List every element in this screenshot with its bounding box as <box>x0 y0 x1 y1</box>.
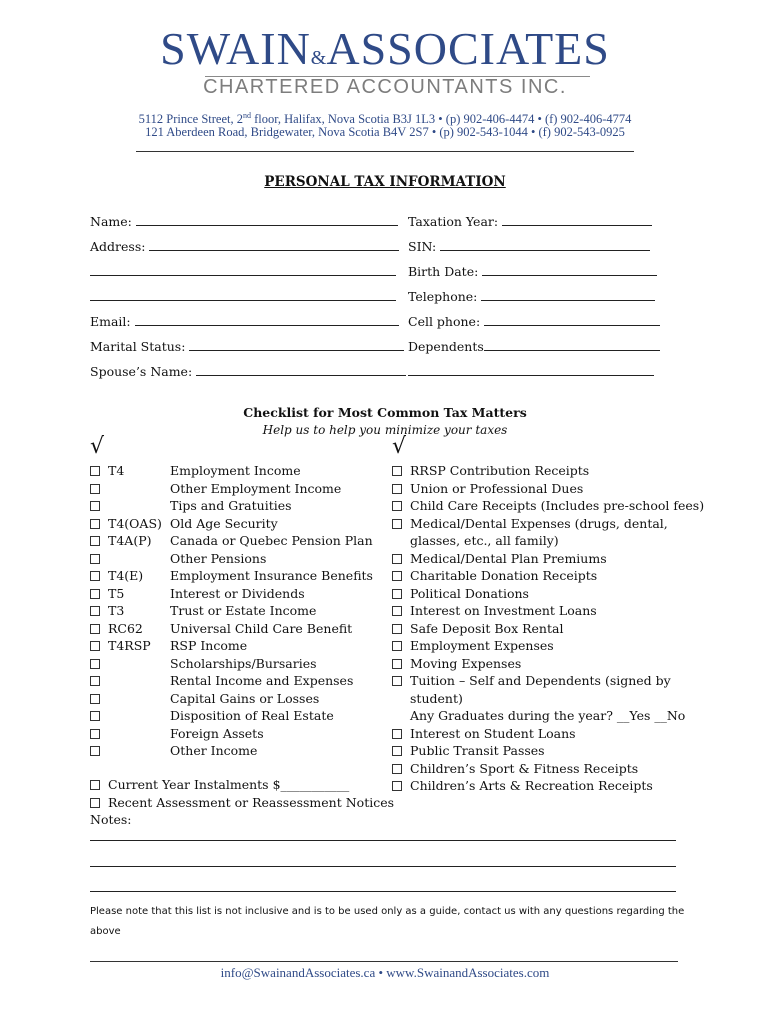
left-checklist-item[interactable] <box>90 481 380 497</box>
checkbox[interactable] <box>90 554 100 564</box>
checkbox[interactable] <box>90 729 100 739</box>
checkbox[interactable] <box>392 764 402 774</box>
left-checklist-item[interactable] <box>90 516 380 532</box>
dependents-field[interactable]: Dependents <box>408 338 660 355</box>
dependents-line[interactable] <box>484 338 660 351</box>
telephone-field[interactable]: Telephone: <box>408 288 655 305</box>
item-description: Medical/Dental Expenses (drugs, dental, <box>410 515 668 531</box>
slip-code: T4(E) <box>108 568 144 583</box>
item-description: Rental Income and Expenses <box>170 673 354 688</box>
taxation-year-line[interactable] <box>502 213 652 226</box>
checkbox[interactable] <box>392 659 402 669</box>
left-checklist-item[interactable] <box>90 743 380 759</box>
marital-status-line[interactable] <box>189 338 404 351</box>
item-description: Other Pensions <box>170 550 267 566</box>
notes-label: Notes: <box>90 812 132 827</box>
left-checklist-item[interactable] <box>90 551 380 567</box>
right-checklist-item[interactable] <box>392 638 692 654</box>
checkbox[interactable] <box>90 466 100 476</box>
item-description: Other Income <box>170 743 258 758</box>
left-checklist-item[interactable] <box>90 621 380 637</box>
firm-subtitle: CHARTERED ACCOUNTANTS INC. <box>203 76 567 98</box>
slip-code: T5 <box>108 585 125 601</box>
cell-phone-field[interactable]: Cell phone: <box>408 313 660 330</box>
address-field-2[interactable] <box>90 263 396 280</box>
item-description: Public Transit Passes <box>410 743 545 758</box>
item-description: Children’s Sport & Fitness Receipts <box>410 760 639 776</box>
header-divider <box>136 151 634 152</box>
item-description: Universal Child Care Benefit <box>170 620 353 636</box>
item-description: Capital Gains or Losses <box>170 690 320 706</box>
checkbox[interactable] <box>392 746 402 756</box>
taxation-year-field[interactable]: Taxation Year: <box>408 213 652 230</box>
item-description: Scholarships/Bursaries <box>170 655 317 671</box>
item-description: Interest or Dividends <box>170 585 305 601</box>
left-checklist-item[interactable] <box>90 568 380 584</box>
notes-line-2[interactable] <box>90 866 676 867</box>
item-description: RSP Income <box>170 638 248 653</box>
item-description: Interest on Student Loans <box>410 725 576 741</box>
right-checklist-item[interactable] <box>392 743 692 759</box>
item-description: Any Graduates during the year? __Yes __No <box>410 708 686 723</box>
item-description: Tips and Gratuities <box>170 498 292 513</box>
checkbox[interactable] <box>90 606 100 616</box>
checkbox[interactable] <box>90 746 100 756</box>
email-field[interactable]: Email: <box>90 313 399 330</box>
birth-date-line[interactable] <box>482 263 657 276</box>
notes-line-3[interactable] <box>90 891 676 892</box>
checkbox[interactable] <box>90 711 100 721</box>
checkbox[interactable] <box>90 589 100 599</box>
left-checklist-item[interactable] <box>90 498 380 514</box>
cell-phone-line[interactable] <box>484 313 660 326</box>
item-description: Child Care Receipts (Includes pre-school fees) <box>410 498 705 513</box>
address-line-bridgewater: 121 Aberdeen Road, Bridgewater, Nova Scotia B4V 2S7 • (p) 902-543-1044 • (f) 902-543-0925 <box>145 125 625 139</box>
item-description: Safe Deposit Box Rental <box>410 620 564 636</box>
item-description: Foreign Assets <box>170 725 264 741</box>
dependents-line-2[interactable] <box>408 363 654 376</box>
right-checklist-item <box>392 708 692 724</box>
left-checklist-item[interactable] <box>90 638 380 654</box>
marital-status-field[interactable]: Marital Status: <box>90 338 404 355</box>
checkbox[interactable] <box>90 659 100 669</box>
left-checklist-item[interactable] <box>90 673 380 689</box>
checkbox[interactable] <box>392 571 402 581</box>
address-line-1[interactable] <box>149 238 399 251</box>
name-line[interactable] <box>136 213 398 226</box>
right-checklist-item[interactable] <box>392 673 692 689</box>
right-checklist-item[interactable] <box>392 586 692 602</box>
item-description: student) <box>410 690 463 706</box>
address-line-halifax: 5112 Prince Street, 2nd floor, Halifax, Nova Scotia B3J 1L3 • (p) 902-406-4474 • (f) 902-406-4774 <box>138 111 632 127</box>
instalments-item[interactable]: Current Year Instalments $___________ <box>90 777 390 793</box>
right-checklist-item[interactable] <box>392 568 692 584</box>
checkbox[interactable] <box>392 781 402 791</box>
right-checklist-item[interactable] <box>392 603 692 619</box>
checkbox[interactable] <box>392 554 402 564</box>
item-description: Union or Professional Dues <box>410 480 584 496</box>
checkbox[interactable] <box>90 571 100 581</box>
instalments-checkbox[interactable] <box>90 780 100 790</box>
notes-line-1[interactable] <box>90 840 676 841</box>
right-checklist-item[interactable] <box>392 778 692 794</box>
spouse-name-line[interactable] <box>196 363 406 376</box>
assessment-checkbox[interactable] <box>90 798 100 808</box>
item-description: Employment Insurance Benefits <box>170 568 373 583</box>
item-description: Medical/Dental Plan Premiums <box>410 550 607 566</box>
checkbox[interactable] <box>90 519 100 529</box>
assessment-item[interactable]: Recent Assessment or Reassessment Notices <box>90 795 410 811</box>
left-checklist-item[interactable] <box>90 656 380 672</box>
item-description: Interest on Investment Loans <box>410 603 597 618</box>
address-line-2[interactable] <box>90 263 396 276</box>
email-line[interactable] <box>135 313 399 326</box>
address-line-3[interactable] <box>90 288 396 301</box>
checkbox[interactable] <box>392 641 402 651</box>
brand-name-left: SWAIN <box>160 23 311 74</box>
right-checklist-item[interactable] <box>392 516 692 532</box>
address-field-3[interactable] <box>90 288 396 305</box>
slip-code: T4RSP <box>108 638 151 653</box>
right-checklist-item[interactable] <box>392 761 692 777</box>
address-field[interactable]: Address: <box>90 238 399 255</box>
checkbox[interactable] <box>392 729 402 739</box>
item-description: Old Age Security <box>170 515 278 531</box>
right-checklist-item[interactable] <box>392 498 705 514</box>
left-checklist-item[interactable] <box>90 586 380 602</box>
checkbox[interactable] <box>392 606 402 616</box>
item-description: RRSP Contribution Receipts <box>410 463 590 478</box>
checkbox[interactable] <box>90 624 100 634</box>
right-checklist-item[interactable] <box>392 551 692 567</box>
checkbox[interactable] <box>392 501 402 511</box>
brand-name-right: ASSOCIATES <box>326 23 610 74</box>
slip-code: T3 <box>108 603 125 618</box>
item-description: Political Donations <box>410 585 529 601</box>
item-description: glasses, etc., all family) <box>410 533 559 548</box>
checkbox[interactable] <box>392 484 402 494</box>
slip-code: RC62 <box>108 620 143 636</box>
right-checklist-item[interactable] <box>392 463 692 479</box>
right-checklist-item[interactable] <box>392 726 692 742</box>
birth-date-field[interactable]: Birth Date: <box>408 263 657 280</box>
right-checklist-item[interactable] <box>392 481 692 497</box>
sin-field[interactable]: SIN: <box>408 238 650 255</box>
item-description: Trust or Estate Income <box>170 603 317 618</box>
item-description: Other Employment Income <box>170 480 342 496</box>
right-checklist-item[interactable] <box>392 656 692 672</box>
name-field[interactable]: Name: <box>90 213 398 230</box>
sin-line[interactable] <box>440 238 650 251</box>
left-checklist-item[interactable] <box>90 463 380 479</box>
check-column-icon-right: √ <box>392 434 407 459</box>
right-checklist-item[interactable] <box>392 621 692 637</box>
slip-code: T4(OAS) <box>108 515 162 531</box>
disclaimer: Please note that this list is not inclusive and is to be used only as a guide, contact us with any questions regarding the above <box>90 906 685 937</box>
item-description: Employment Income <box>170 463 301 478</box>
left-checklist-item[interactable] <box>90 533 380 549</box>
footer-divider <box>90 961 678 962</box>
checkbox[interactable] <box>392 624 402 634</box>
checklist-title: Checklist for Most Common Tax Matters <box>243 405 527 420</box>
checkbox[interactable] <box>90 694 100 704</box>
left-checklist-item[interactable] <box>90 726 380 742</box>
check-column-icon-left: √ <box>90 434 105 459</box>
form-title: PERSONAL TAX INFORMATION <box>264 174 506 190</box>
left-checklist-item[interactable] <box>90 691 380 707</box>
brand-ampersand: & <box>310 47 327 69</box>
checkbox[interactable] <box>392 676 402 686</box>
checkbox[interactable] <box>392 466 402 476</box>
dependents-field-2[interactable] <box>408 363 654 380</box>
checkbox[interactable] <box>90 501 100 511</box>
item-description: Canada or Quebec Pension Plan <box>170 533 373 548</box>
checkbox[interactable] <box>392 519 402 529</box>
checkbox[interactable] <box>90 484 100 494</box>
telephone-line[interactable] <box>481 288 655 301</box>
item-description: Children’s Arts & Recreation Receipts <box>410 778 653 793</box>
footer-contact: info@SwainandAssociates.ca • www.SwainandAssociates.com <box>220 965 550 980</box>
slip-code: T4 <box>108 463 125 478</box>
right-checklist-item <box>392 691 692 707</box>
checkbox[interactable] <box>90 676 100 686</box>
item-description: Disposition of Real Estate <box>170 708 334 723</box>
item-description: Employment Expenses <box>410 638 554 653</box>
slip-code: T4A(P) <box>108 533 152 548</box>
right-checklist-item <box>392 533 692 549</box>
item-description: Charitable Donation Receipts <box>410 568 598 583</box>
left-checklist-item[interactable] <box>90 603 380 619</box>
item-description: Tuition – Self and Dependents (signed by <box>410 673 671 688</box>
checklist-subtitle: Help us to help you minimize your taxes <box>262 423 508 437</box>
spouse-name-field[interactable]: Spouse’s Name: <box>90 363 406 380</box>
checkbox[interactable] <box>392 589 402 599</box>
checkbox[interactable] <box>90 641 100 651</box>
item-description: Moving Expenses <box>410 655 522 671</box>
checkbox[interactable] <box>90 536 100 546</box>
left-checklist-item[interactable] <box>90 708 380 724</box>
